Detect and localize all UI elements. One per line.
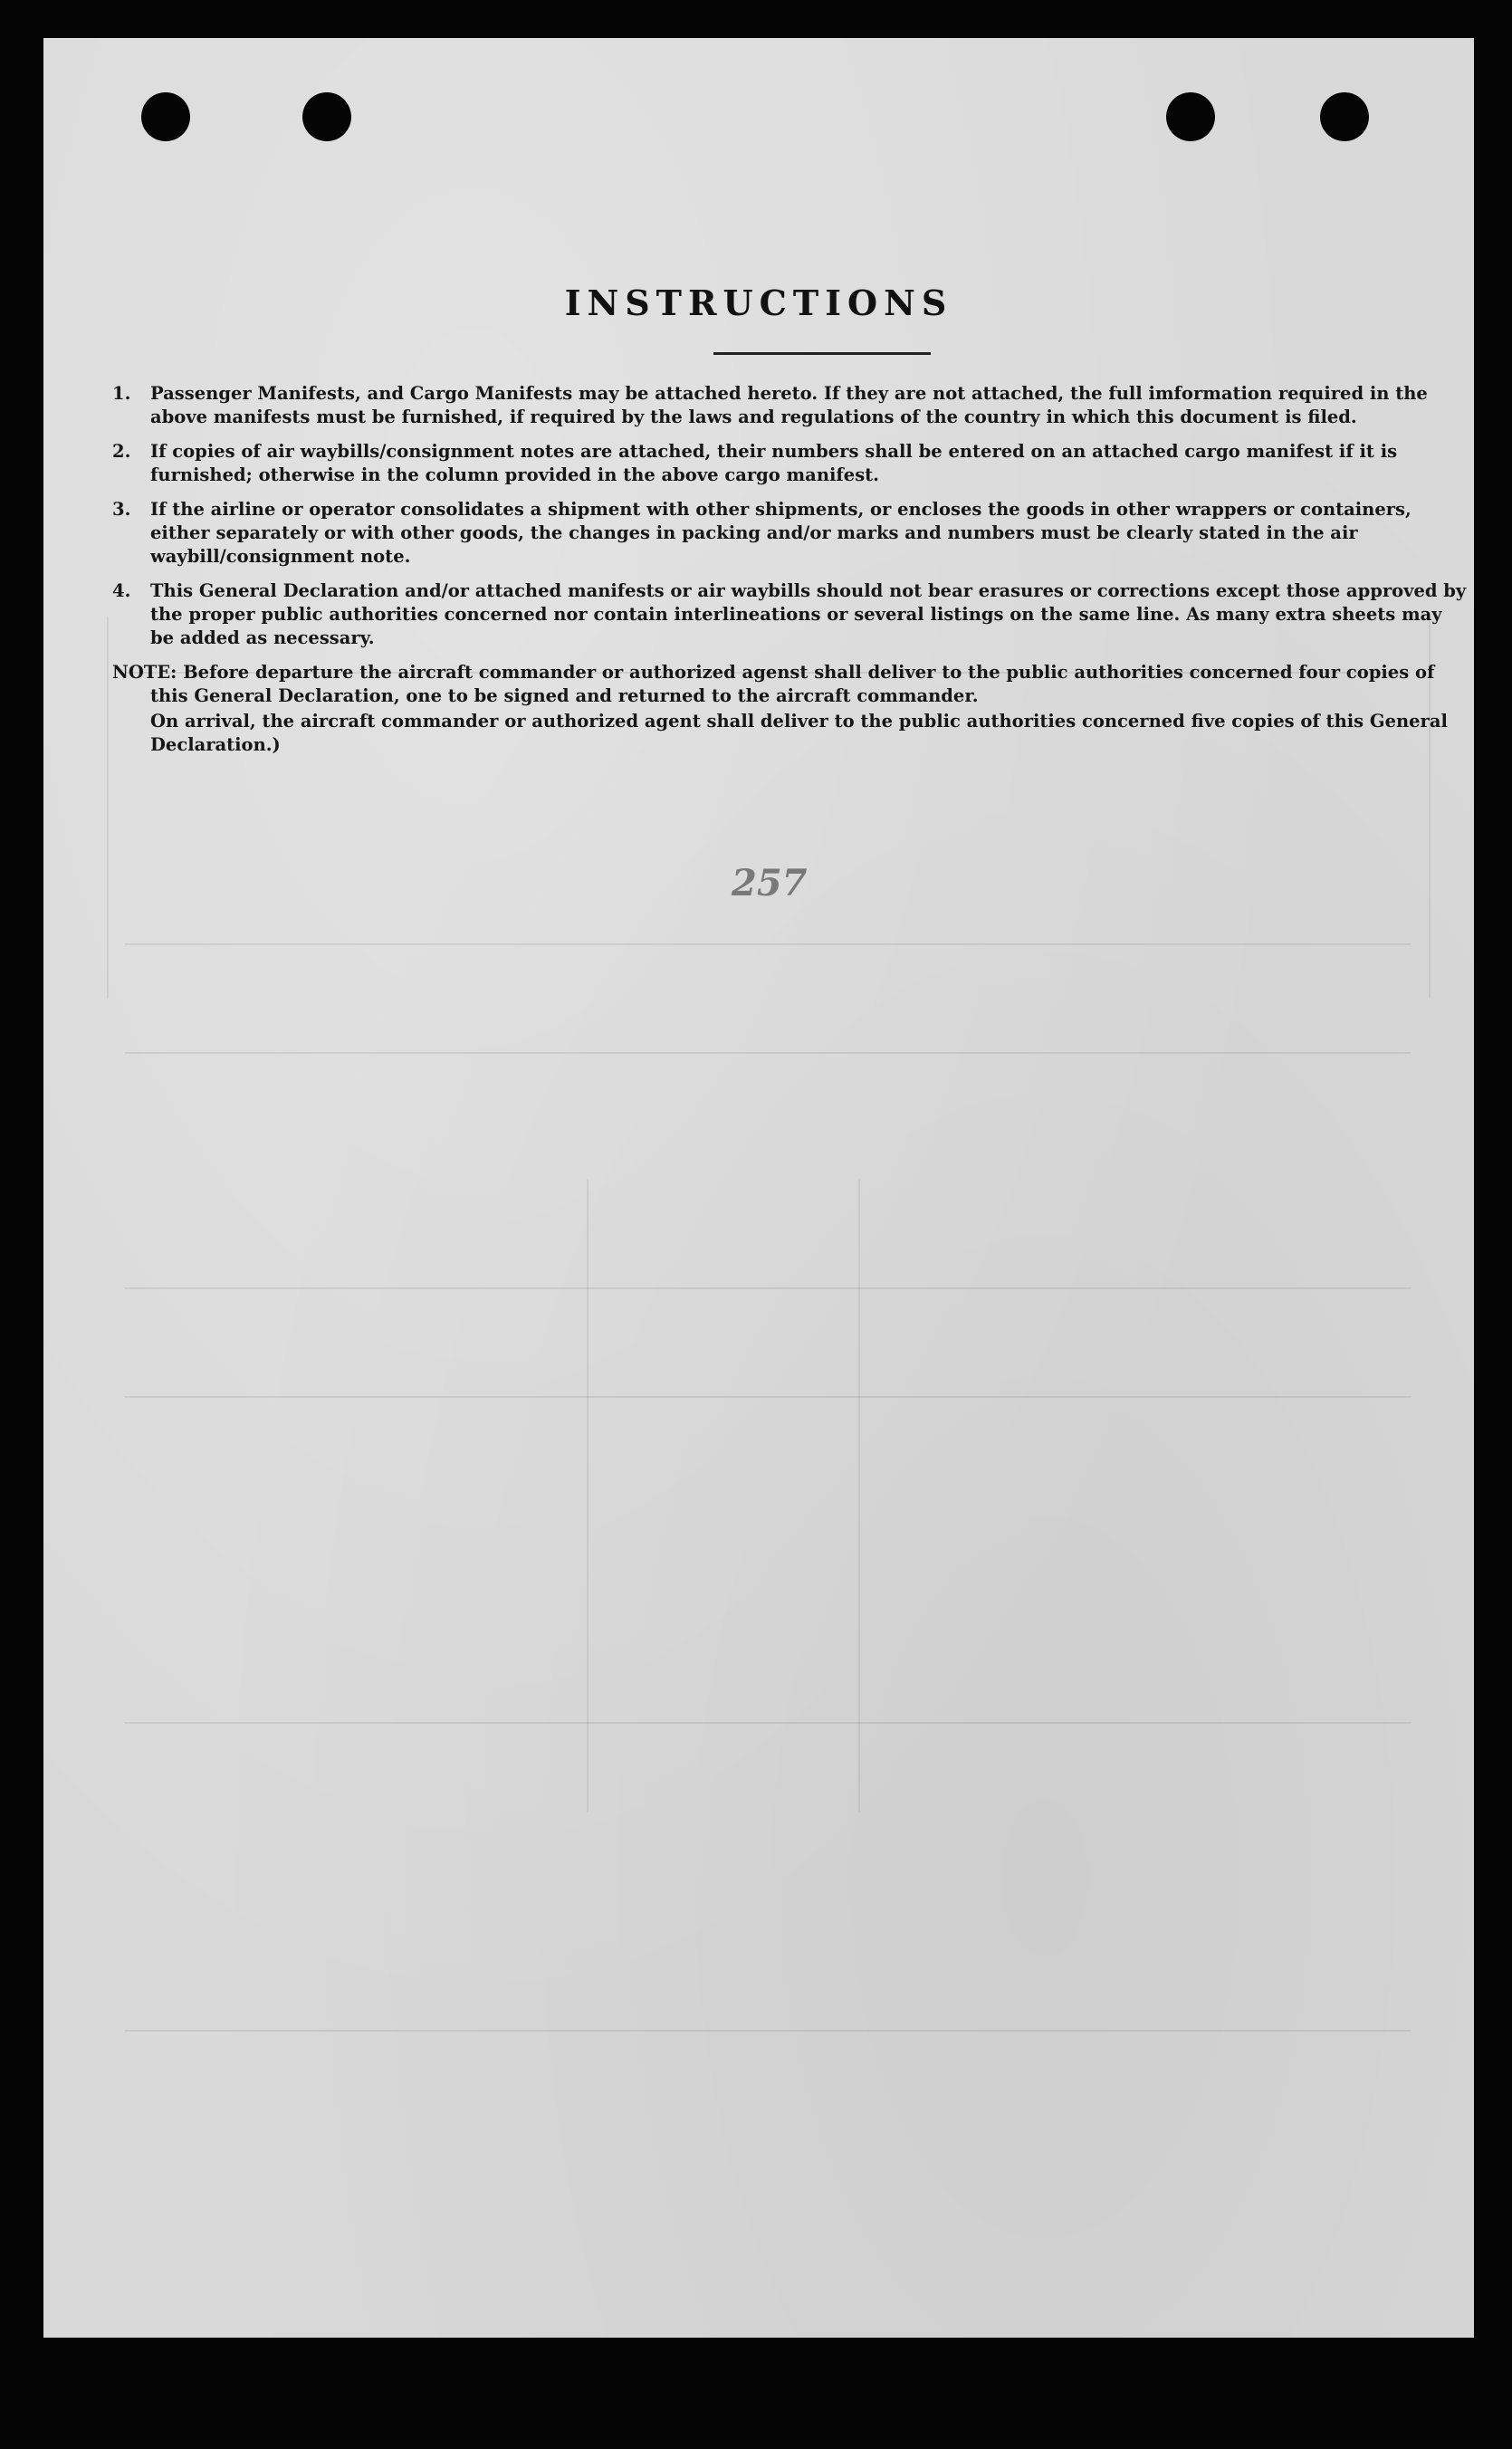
note-continuation: this General Declaration, one to be signed and returned to the aircraft commander. (150, 685, 979, 706)
note-block (112, 661, 1470, 757)
bleed-through-line (858, 1179, 860, 1813)
instruction-item (112, 498, 1470, 569)
instruction-number: 3. (112, 499, 131, 520)
bleed-through-line (125, 1052, 1411, 1054)
instruction-text: This General Declaration and/or attached manifests or air waybills should not bear erasures or corrections except those approved by the proper public authorities concerned nor contain interlineations or several listings on the same line. As many extra sheets may be added as necessary. (150, 580, 1467, 648)
instruction-text: If the airline or operator consolidates a shipment with other shipments, or encloses the goods in other wrappers or containers, either separately or with other goods, the changes in packing and/or marks and numbers must be clearly stated in the air waybill/consignment note. (150, 499, 1412, 567)
title-underline (713, 352, 931, 355)
bleed-through-line (125, 1722, 1411, 1724)
punch-hole-1 (141, 92, 190, 141)
instruction-item (112, 440, 1470, 487)
note-first-line (112, 661, 1470, 684)
punch-hole-3 (1166, 92, 1215, 141)
instruction-number: 2. (112, 441, 131, 462)
instruction-number: 1. (112, 383, 131, 404)
stamped-number: 257 (732, 862, 808, 904)
instruction-number: 4. (112, 580, 131, 601)
note-text: Before departure the aircraft commander or authorized agenst shall deliver to the public authorities concerned four copies of (183, 662, 1435, 683)
bleed-through-line (587, 1179, 589, 1813)
bleed-through-line (125, 2030, 1411, 2032)
bleed-through-line (125, 943, 1411, 945)
instruction-item (112, 579, 1470, 650)
document-page (43, 38, 1474, 2338)
note-label: NOTE: (112, 662, 177, 683)
instructions-title: INSTRUCTIONS (564, 282, 953, 323)
bleed-through-line (125, 1396, 1411, 1398)
instructions-list (112, 382, 1470, 757)
instruction-item (112, 382, 1470, 429)
punch-hole-2 (302, 92, 351, 141)
bleed-through-line (107, 617, 109, 998)
instruction-text: Passenger Manifests, and Cargo Manifests may be attached hereto. If they are not attached, the full imformation required in the above manifests must be furnished, if required by the laws and regulations of the country in which this document is filed. (150, 383, 1428, 427)
instruction-text: If copies of air waybills/consignment notes are attached, their numbers shall be entered on an attached cargo manifest if it is furnished; otherwise in the column provided in the above cargo manifest. (150, 441, 1398, 485)
note-paragraph-2: On arrival, the aircraft commander or authorized agent shall deliver to the public authorities concerned five copies of this General Declaration.) (150, 711, 1448, 755)
bleed-through-line (125, 1287, 1411, 1289)
punch-hole-4 (1320, 92, 1369, 141)
